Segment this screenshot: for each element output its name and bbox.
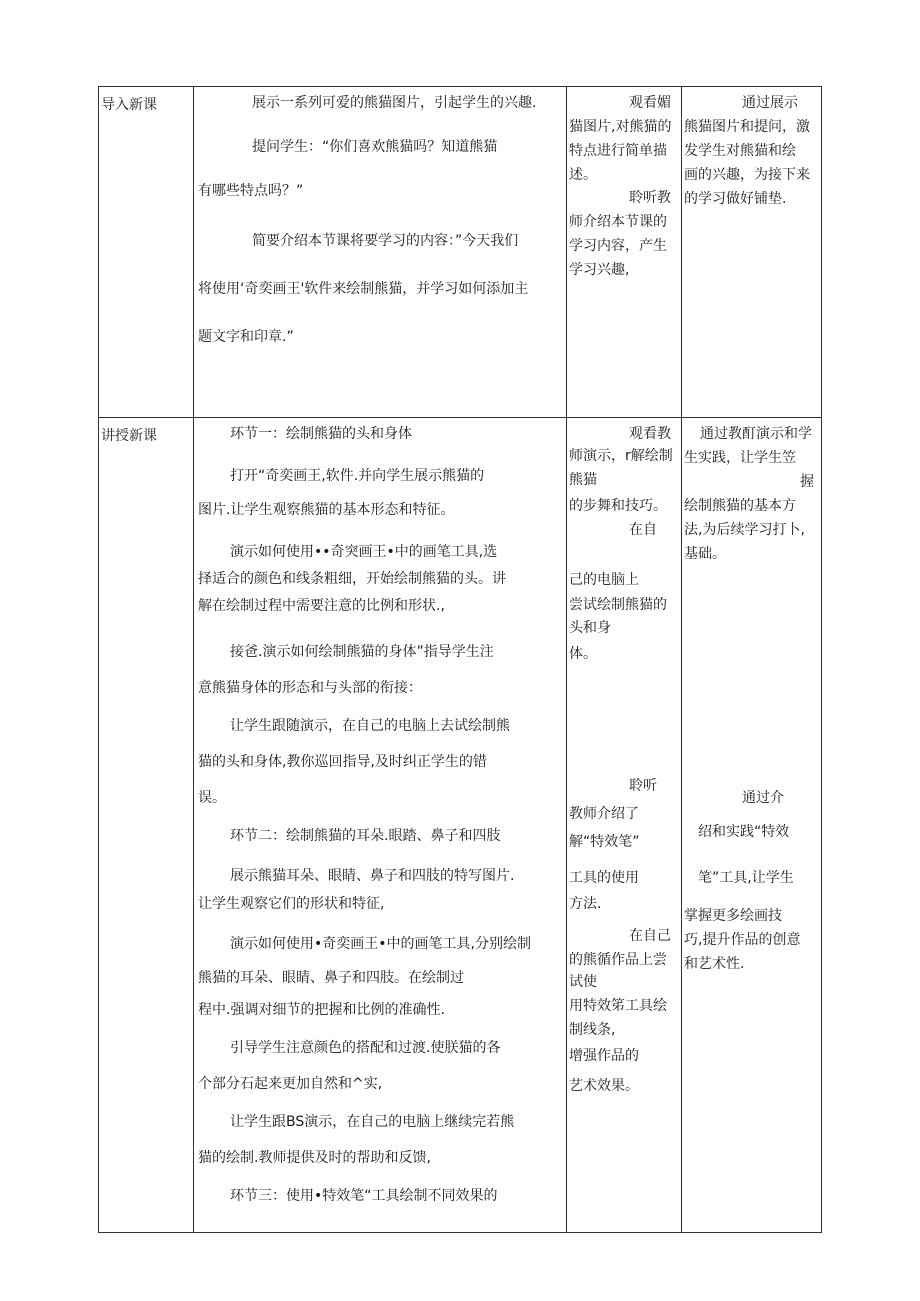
- intent-line: 通过介: [742, 790, 784, 806]
- teacher-line: 将使用‘奇奕画王'软件来绘制熊猫，并学习如何添加主: [198, 281, 529, 297]
- table-row-new-lesson: [99, 418, 822, 1233]
- student-line: 观看媚: [629, 95, 671, 111]
- student-line: 猫图片,对熊猫的: [569, 119, 672, 135]
- student-line: 观看教: [629, 426, 671, 442]
- stage-label: 导入新课: [101, 97, 157, 113]
- teacher-activity-cell: [194, 418, 567, 1233]
- intent-line: 的学习做好铺垫.: [684, 191, 787, 207]
- teacher-line: 择适合的颜色和线条粗细，开始绘制熊猫的头。讲: [198, 571, 506, 587]
- student-line: 试使: [569, 974, 597, 990]
- stage-label: 讲授新课: [101, 428, 157, 444]
- teacher-line: 让学生跟随演示，在自己的电脑上去试绘制熊: [230, 718, 510, 734]
- intent-line: 熊猫图片和提问，激: [684, 119, 810, 135]
- design-intent-cell: [682, 87, 822, 418]
- teacher-line: 猫的头和身体,教你巡回指导,及时纠正学生的错: [198, 754, 487, 770]
- teacher-line: 展示熊猫耳朵、眼睛、鼻子和四肢的特写图片.: [230, 868, 515, 884]
- student-line: 聆听教: [629, 190, 671, 206]
- student-line: 用特效笫工具绘: [569, 998, 667, 1014]
- student-line: 艺术效果。: [569, 1078, 639, 1094]
- intent-line: 绘制熊猫的基本方: [684, 498, 796, 514]
- stage-cell: [99, 87, 194, 418]
- student-activity-cell: [567, 87, 682, 418]
- intent-line: 通过展示: [742, 95, 798, 111]
- teacher-line: 环节三：使用•特效笔“工具绘制不同效果的: [230, 1188, 498, 1204]
- teacher-line: 个部分石起来更加自然和^实,: [198, 1076, 383, 1092]
- student-line: 熊猫: [569, 472, 597, 488]
- lesson-plan-table: [98, 86, 822, 1233]
- intent-line: 生实践，让学生笠: [684, 450, 796, 466]
- student-line: 述。: [569, 167, 597, 183]
- teacher-line: 简要介绍本节课将要学习的内容：”今天我们: [252, 233, 519, 249]
- student-line: 在自: [629, 522, 657, 538]
- intent-line: 和艺术性.: [684, 956, 745, 972]
- teacher-line: 让学生跟BS演示，在自己的电脑上继续完若熊: [230, 1114, 515, 1130]
- teacher-line: 误。: [198, 790, 226, 806]
- student-line: 己的电脑上: [569, 572, 639, 588]
- teacher-line: 打开“奇奕画王,软件.并向学生展示熊猫的: [230, 468, 485, 484]
- student-line: 聆听: [629, 778, 657, 794]
- design-intent-cell: [682, 418, 822, 1233]
- intent-line: 通过教酊演示和学: [700, 426, 812, 442]
- teacher-line: 环节一：绘制熊猫的头和身体: [230, 426, 412, 442]
- teacher-line: 题文字和印章.”: [198, 329, 294, 345]
- student-line: 特点进行简单描: [569, 143, 667, 159]
- teacher-line: 程中.强调对细节的把握和比例的准确性.: [198, 1002, 445, 1018]
- intent-line: 发学生对熊猫和绘: [684, 143, 796, 159]
- intent-line: 法,为后续学习打卜,: [684, 522, 805, 538]
- table-row-intro: [99, 87, 822, 418]
- teacher-line: 引导学生注意颜色的搭配和过渡.使朕猫的各: [230, 1040, 501, 1056]
- student-line: 制线条,: [569, 1022, 616, 1038]
- student-line: 增强作品的: [569, 1048, 639, 1064]
- student-line: 师演示，r解绘制: [569, 448, 673, 464]
- student-line: 师介绍本节课的: [569, 214, 667, 230]
- intent-line: 握: [800, 474, 814, 490]
- intent-line: 画的兴趣，为接下来: [684, 167, 810, 183]
- intent-line: 笔”工具,让学生: [698, 870, 794, 886]
- teacher-line: 意熊猫身体的形态和与头部的衔接：: [198, 680, 422, 696]
- student-line: 在自己: [629, 928, 671, 944]
- student-line: 工具的使用: [569, 870, 639, 886]
- student-line: 教师介绍了: [569, 806, 639, 822]
- teacher-line: 猫的绘制.教师提供及时的帮助和反馈,: [198, 1150, 431, 1166]
- student-line: 解“特效笔”: [569, 834, 640, 850]
- teacher-activity-cell: [194, 87, 567, 418]
- student-activity-cell: [567, 418, 682, 1233]
- student-line: 的熊循作品上尝: [569, 952, 667, 968]
- teacher-line: 环节二：绘制熊猫的耳朵.眼踏、鼻子和四肢: [230, 828, 501, 844]
- teacher-line: 解在绘制过程中需要注意的比例和形状.,: [198, 598, 445, 614]
- intent-line: 绍和实践“特效: [698, 824, 790, 840]
- intent-line: 巧,提升作品的创意: [684, 932, 801, 948]
- teacher-line: 演示如何使用••奇突画王•中的画笔工具,选: [230, 544, 498, 560]
- teacher-line: 展示一系列可爱的熊猫图片，引起学生的兴趣.: [252, 95, 537, 111]
- teacher-line: 图片.让学生观察熊猫的基本形态和特征。: [198, 502, 455, 518]
- student-line: 体。: [569, 646, 597, 662]
- student-line: 的步舞和技巧。: [569, 498, 667, 514]
- teacher-line: 接爸.演示如何绘制熊猫的身体”指导学生注: [230, 644, 494, 660]
- teacher-line: 提问学生：“你们喜欢熊猫吗？知道熊猫: [252, 139, 498, 155]
- teacher-line: 熊猫的耳朵、眼睛、鼻子和四肢。在绘制过: [198, 970, 464, 986]
- intent-line: 掌握更多绘画技: [684, 908, 782, 924]
- student-line: 学习兴趣,: [569, 262, 630, 278]
- intent-line: 基础。: [684, 546, 726, 562]
- student-line: 尝试绘制熊猫的: [569, 597, 667, 613]
- student-line: 方法.: [569, 896, 602, 912]
- teacher-line: 让学生观察它们的形状和特征,: [198, 896, 385, 912]
- student-line: 头和身: [569, 620, 611, 636]
- teacher-line: 演示如何使用•奇奕画王•中的画笔工具,分别绘制: [230, 936, 531, 952]
- student-line: 学习内容，产生: [569, 238, 667, 254]
- stage-cell: [99, 418, 194, 1233]
- teacher-line: 有哪些特点吗？”: [198, 183, 304, 199]
